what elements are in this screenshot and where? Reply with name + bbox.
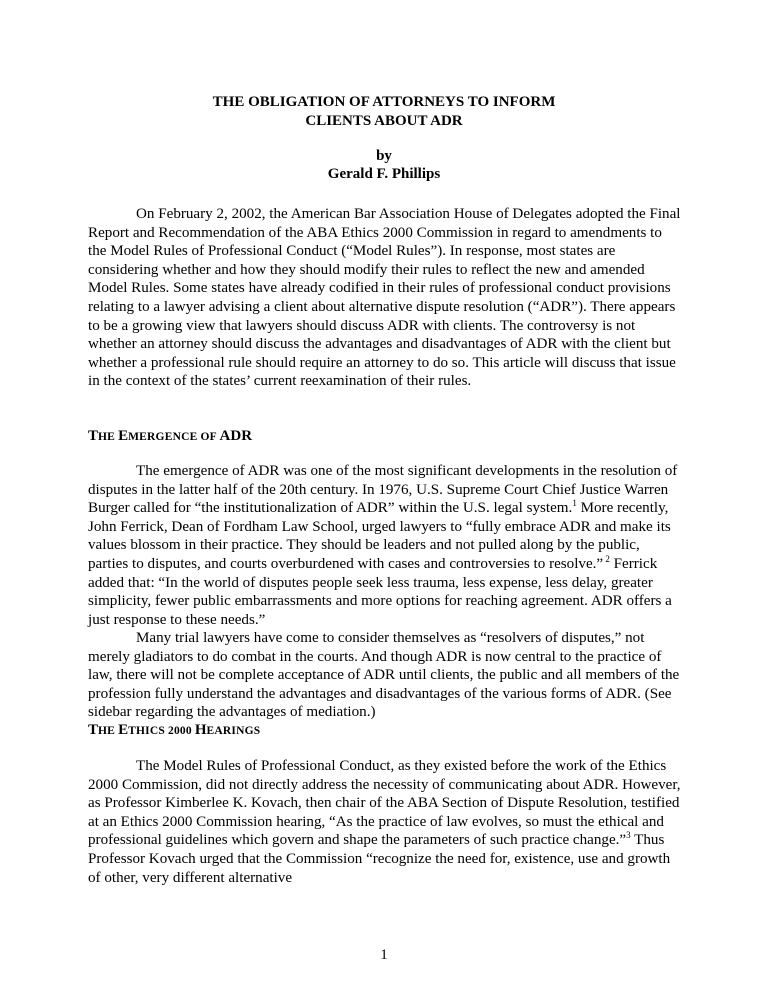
byline-by: by: [376, 148, 392, 164]
emergence-paragraph-1: The emergence of ADR was one of the most significant developments in the resolution of disputes in the latter half of the 20th century. In 1976, U.S. Supreme Court Chief Justice Warren Burger called for “the institutionalization of ADR” within the U.S. legal system.$^1$ More recently, John Ferrick, Dean of Fordham Law School, urged lawyers to “fully embrace ADR and make its values blossom in their practice. They should be leaders and not pulled along by the public, parties to disputes, and courts overburdened with cases and controversies to resolve.” $^2$ Ferrick added that: “In the world of disputes people seek less trauma, less expense, less delay, greater simplicity, fewer public embarrassments and more options for reaching agreement. ADR offers a just response to these needs.”: [88, 463, 678, 628]
intro-paragraph: On February 2, 2002, the American Bar Association House of Delegates adopted the Final Report and Recommendation of the ABA Ethics 2000 Commission in regard to amendments to the Model Rules of Professional Conduct (“Model Rules”). In response, most states are considering whether and how they should modify their rules to reflect the new and amended Model Rules. Some states have already codified in their rules of professional conduct provisions relating to a lawyer advising a client about alternative dispute resolution (“ADR”). There appears to be a growing view that lawyers should discuss ADR with clients. The controversy is not whether an attorney should discuss the advantages and disadvantages of ADR with the client but whether a professional rule should require an attorney to do so. This article will discuss that issue in the context of the states’ current reexamination of their rules.: [88, 206, 681, 390]
section-heading-emergence: THE EMERGENCE OF ADR: [88, 428, 253, 444]
footnote-ref-2: 2: [603, 553, 610, 564]
footnote-ref-1: 1: [572, 498, 577, 509]
page-number: 1: [380, 947, 388, 963]
emergence-paragraph-2: Many trial lawyers have come to consider themselves as “resolvers of disputes,” not merely gladiators to do combat in the courts. And though ADR is now central to the practice of law, there will not be complete acceptance of ADR until clients, the public and all members of the profession fully understand the advantages and disadvantages of the various forms of ADR. (See sidebar regarding the advantages of mediation.): [88, 630, 680, 721]
ethics-paragraph-1: The Model Rules of Professional Conduct, as they existed before the work of the Ethics 2000 Commission, did not directly address the necessity of communicating about ADR. However, as Professor Kimberlee K. Kovach, then chair of the ABA Section of Dispute Resolution, testified at an Ethics 2000 Commission hearing, “As the practice of law evolves, so must the ethical and professional guidelines which govern and shape the parameters of such practice change.”$^3$ Thus Professor Kovach urged that the Commission “recognize the need for, existence, use and growth of other, very different alternative: [88, 758, 681, 886]
author-name: Gerald F. Phillips: [327, 166, 441, 182]
document-title-line-1: THE OBLIGATION OF ATTORNEYS TO INFORM: [212, 94, 556, 110]
document-title-line-2: CLIENTS ABOUT ADR: [305, 113, 463, 129]
section-heading-ethics-2000: THE ETHICS 2000 HEARINGS: [88, 722, 261, 738]
footnote-ref-3: 3: [626, 830, 631, 841]
